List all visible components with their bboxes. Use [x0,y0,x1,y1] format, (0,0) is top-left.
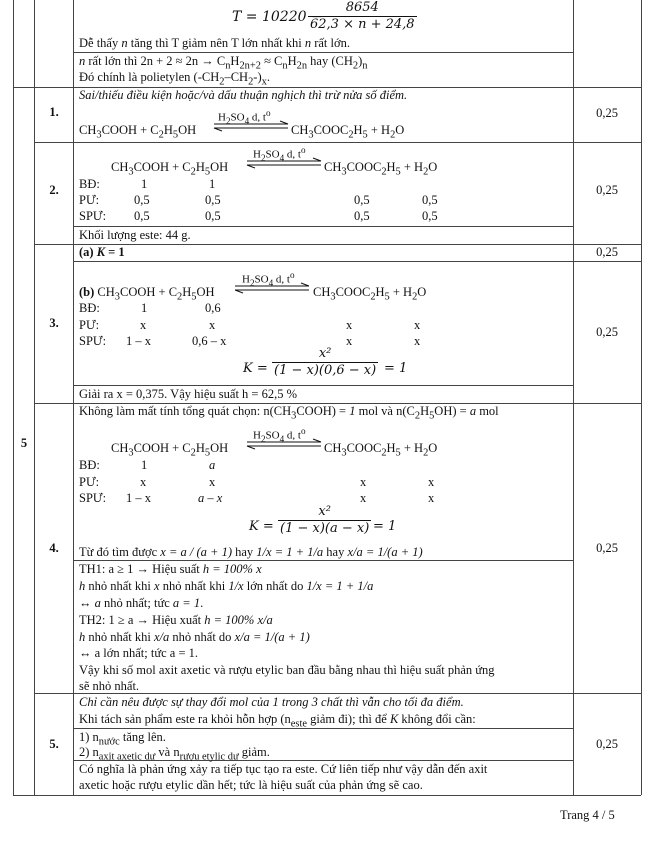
row-divider [73,261,641,262]
equilibrium-arrow-icon [233,282,311,294]
q1-index: 1. [49,105,59,119]
q1-note: Sai/thiếu điều kiện hoặc/và dấu thuận nghịch thì trừ nửa số điểm. [79,88,408,102]
equilibrium-arrow-icon [212,120,290,132]
q3-score-a: 0,25 [596,245,618,259]
q3-score-b: 0,25 [596,325,618,339]
q4-th1-2: h nhỏ nhất khi x nhỏ nhất khi 1/x lớn nhất do 1/x = 1 + 1/a [79,579,374,593]
row-divider [73,52,573,53]
q5-index: 5. [49,737,59,751]
q2-condition: $H_2SO_4$ d, $t^o$ [253,145,306,163]
q4-reactants: $CH_3COOH + C_2H_5OH$ [111,441,229,459]
q4-condition: $H_2SO_4$ d, $t^o$ [253,426,306,444]
q4-score: 0,25 [596,541,618,555]
q1-score: 0,25 [596,106,618,120]
formula-lhs: T = 10220 − [232,9,323,25]
q2-score: 0,25 [596,183,618,197]
table-border-right [641,0,642,795]
q1-products: $CH_3COOC_2H_5 + H_2O$ [291,123,405,141]
q4-index: 4. [49,541,59,555]
top-line-3: Đó chính là polietylen $(-CH_2-CH_2-)_x$. [79,70,270,88]
q2-reactants: $CH_3COOH + C_2H_5OH$ [111,160,229,178]
table-col-divider [73,0,74,795]
table-border-left [13,0,14,795]
section-number: 5 [20,436,28,450]
formula-denominator: 62,3 × n + 24,8 [310,17,415,32]
row-divider [73,226,573,227]
q5-line-2: 1) $n_{nước}$ tăng lên. [79,730,166,748]
top-line-2: n rất lớn thì $2n + 2 \approx 2n \to C_nH_{2n+2} \approx C_nH_{2n}$ hay $(CH_2)_n$ [79,54,368,72]
formula-numerator: 8654 [345,0,379,15]
q3-index: 3. [49,316,59,330]
equilibrium-arrow-icon [245,157,323,169]
q3-solution: Giải ra x = 0,375. Vậy hiệu suất h = 62,5 % [79,387,297,401]
q2-products: $CH_3COOC_2H_5 + H_2O$ [324,160,438,178]
q4-conclusion-1: Vậy khi số mol axit axetic và rượu etylic ban đầu bằng nhau thì hiệu suất phản ứng [79,663,495,677]
q4-th2-2: h nhỏ nhất khi x/a nhỏ nhất do x/a = 1/(a + 1) [79,630,310,644]
q4-products: $CH_3COOC_2H_5 + H_2O$ [324,441,438,459]
q3-condition: $H_2SO_4$ d, $t^o$ [242,270,295,288]
q4-th2-1: TH2: 1 ≥ a → Hiệu xuất h = 100% x/a [79,613,273,627]
q1-condition: $H_2SO_4$ d, $t^o$ [218,108,271,126]
q5-note: Chỉ cần nêu được sự thay đổi mol của 1 trong 3 chất thì vẫn cho tối đa điểm. [79,695,464,709]
q3-products: $CH_3COOC_2H_5 + H_2O$ [313,285,427,303]
q2-index: 2. [49,183,59,197]
q5-line-4: Có nghĩa là phản ứng xảy ra tiếp tục tạo ra este. Cứ liên tiếp như vậy dẫn đến axit [79,762,488,776]
top-line-1: Dễ thấy n tăng thì T giảm nên T lớn nhất khi n rất lớn. [79,36,350,50]
row-divider [73,560,573,561]
q4-th1-1: TH1: a ≥ 1 → Hiệu suất h = 100% x [79,562,262,576]
q3-part-a: (a) K = 1 [79,245,125,259]
q5-score: 0,25 [596,737,618,751]
row-divider [73,385,573,386]
q4-conclusion-2: sẽ nhỏ nhất. [79,679,140,693]
q2-mass: Khối lượng este: 44 g. [79,228,191,242]
q5-line-1: Khi tách sản phẩm este ra khỏi hỗn hợp ($n_{este}$ giảm đi); thì để K không đổi cần: [79,712,476,730]
q4-th1-3: ↔ a nhỏ nhất; tức a = 1. [79,596,204,610]
formula-fraction [308,0,417,33]
equilibrium-arrow-icon [245,438,323,450]
q5-line-5: axetic hoặc rượu etylic dần hết; tức là hiệu suất của phản ứng sẽ cao. [79,778,423,792]
row-divider [34,244,641,245]
q4-intro: Không làm mất tính tổng quát chọn: $n(CH_3COOH) = 1$ mol và $n(C_2H_5OH) = a$ mol [79,404,499,422]
q4-th2-3: ↔ a lớn nhất; tức a = 1. [79,646,199,660]
q3-reactants: (b) $CH_3COOH + C_2H_5OH$ [79,285,215,303]
q1-reactants: $CH_3COOH + C_2H_5OH$ [79,123,197,141]
page-number: Trang 4 / 5 [560,808,615,822]
table-border-bottom [13,795,641,796]
q4-derive: Từ đó tìm được x = a / (a + 1) hay 1/x = 1 + 1/a hay x/a = 1/(a + 1) [79,545,423,559]
q5-line-3: 2) $n_{axit axetic dư}$ và $n_{rượu etylic dư}$ giảm. [79,745,270,763]
